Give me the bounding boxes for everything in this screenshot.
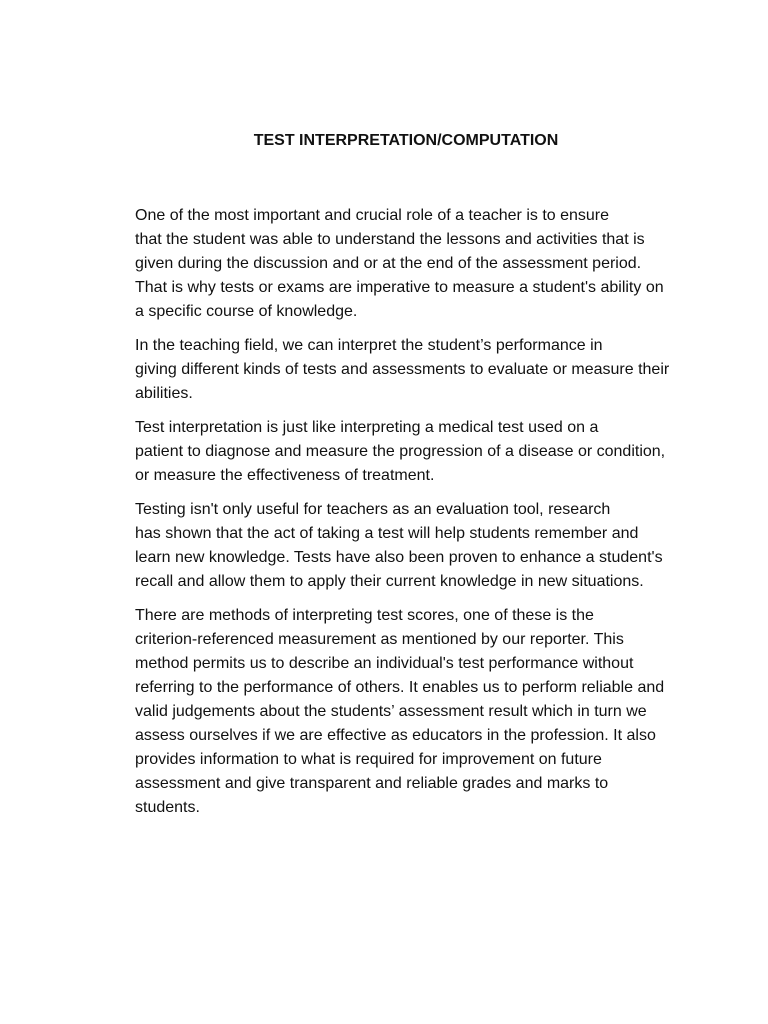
paragraph-test-interpretation: [91, 416, 691, 488]
paragraph-line: Test interpretation is just like interpreting a medical test used on a: [135, 419, 599, 436]
paragraph-teaching-field: [91, 334, 691, 406]
paragraph-line: There are methods of interpreting test scores, one of these is the: [135, 607, 594, 624]
paragraph-line: abilities.: [135, 385, 193, 402]
paragraph-line: recall and allow them to apply their current knowledge in new situations.: [135, 573, 644, 590]
paragraph-line: assessment and give transparent and reliable grades and marks to: [135, 775, 609, 792]
paragraph-line: valid judgements about the students’ assessment result which in turn we: [135, 703, 647, 720]
paragraph-line: or measure the effectiveness of treatment.: [135, 467, 435, 484]
paragraph-line: giving different kinds of tests and assessments to evaluate or measure their: [135, 361, 670, 378]
paragraph-line: students.: [135, 799, 200, 816]
paragraph-line: criterion-referenced measurement as mentioned by our reporter. This: [135, 631, 624, 648]
paragraph-line: patient to diagnose and measure the progression of a disease or condition,: [135, 443, 666, 460]
paragraph-line: that the student was able to understand the lessons and activities that is: [135, 231, 645, 248]
paragraph-line: provides information to what is required for improvement on future: [135, 751, 602, 768]
paragraph-line: Testing isn't only useful for teachers as an evaluation tool, research: [135, 501, 611, 518]
document-title: TEST INTERPRETATION/COMPUTATION: [253, 132, 559, 149]
paragraph-testing-usefulness: [91, 498, 691, 594]
paragraph-line: method permits us to describe an individual's test performance without: [135, 655, 634, 672]
paragraph-teacher-role: [91, 204, 691, 324]
paragraph-line: One of the most important and crucial role of a teacher is to ensure: [135, 207, 610, 224]
paragraph-line: That is why tests or exams are imperative to measure a student's ability on: [135, 279, 664, 296]
paragraph-line: a specific course of knowledge.: [135, 303, 358, 320]
paragraph-line: given during the discussion and or at the end of the assessment period.: [135, 255, 642, 272]
paragraph-interpretation-methods: [91, 604, 691, 820]
paragraph-line: referring to the performance of others. It enables us to perform reliable and: [135, 679, 665, 696]
paragraph-line: assess ourselves if we are effective as educators in the profession. It also: [135, 727, 656, 744]
document-body: [91, 204, 691, 830]
paragraph-line: has shown that the act of taking a test will help students remember and: [135, 525, 639, 542]
paragraph-line: learn new knowledge. Tests have also been proven to enhance a student's: [135, 549, 663, 566]
paragraph-line: In the teaching field, we can interpret the student’s performance in: [135, 337, 603, 354]
